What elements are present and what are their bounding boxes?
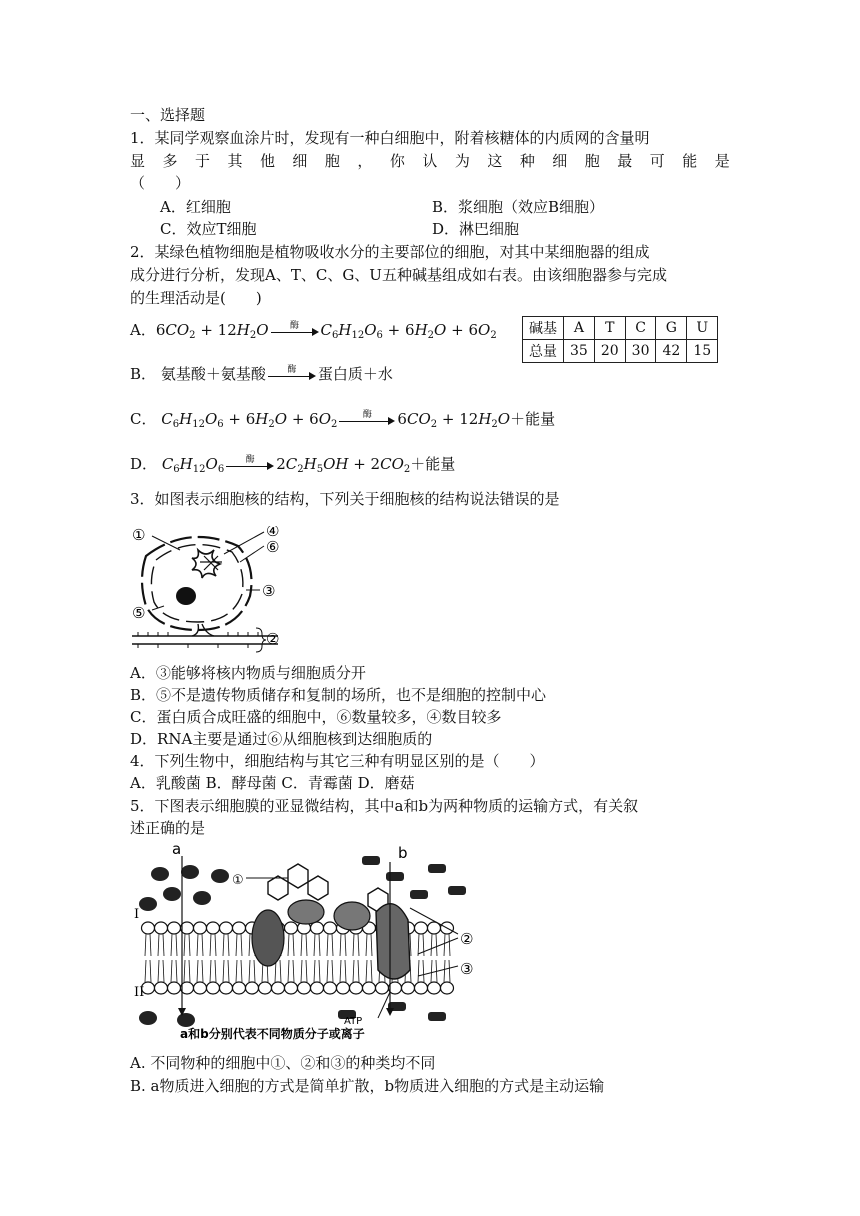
q1-stem-line2 [130, 150, 740, 172]
q2-option-c: C． $C_6H_{12}O_6 + 6H_2O + 6O_2$ 酶 $6CO_2 + 12H_2O+$能量 [130, 407, 555, 437]
q1-justified-char: 可 [649, 152, 665, 170]
lipid-tail [332, 934, 333, 956]
q2-stem-line2: 成分进行分析，发现A、T、C、G、U五种碱基组成如右表。由该细胞器参与完成 [130, 266, 667, 284]
lipid-tail [210, 934, 211, 956]
lipid-tail [288, 960, 289, 982]
q1-option-b: B．浆细胞（效应B细胞） [432, 198, 605, 216]
q3-option-b: B．⑤不是遗传物质储存和复制的场所，也不是细胞的控制中心 [130, 686, 547, 704]
lipid-tail [197, 934, 198, 956]
lipid-tail [449, 934, 450, 956]
q5-stem-line2: 述正确的是 [130, 819, 206, 837]
q3-option-d: D．RNA主要是通过⑥从细胞核到达细胞质的 [130, 730, 433, 748]
phospholipid-head [259, 982, 272, 994]
table-cell: 15 [687, 340, 718, 363]
phospholipid-head [324, 922, 337, 934]
lipid-tail [228, 960, 229, 982]
phospholipid-head [272, 982, 285, 994]
lipid-tail [444, 934, 445, 956]
q5-option-a: A. 不同物种的细胞中①、②和③的种类均不同 [130, 1054, 436, 1072]
lipid-tail [418, 960, 419, 982]
lipid-tail [210, 960, 211, 982]
lipid-tail [353, 960, 354, 982]
lipid-tail [150, 960, 151, 982]
q3-stem: 3．如图表示细胞核的结构，下列关于细胞核的结构说法错误的是 [130, 490, 560, 508]
lipid-tail [223, 960, 224, 982]
figure-label-side2: II [134, 985, 145, 1000]
figure-label-side1: I [134, 907, 140, 922]
q4-stem: 4．下列生物中，细胞结构与其它三种有明显区别的是（ ） [130, 752, 545, 770]
lipid-tail [171, 960, 172, 982]
q4-options: A．乳酸菌 B．酵母菌 C．青霉菌 D．磨菇 [130, 774, 415, 792]
lipid-tail [163, 934, 164, 956]
figure-label-two: ② [460, 930, 474, 948]
table-cell: A [564, 317, 595, 340]
reaction-arrow [271, 321, 319, 338]
lipid-tail [340, 934, 341, 956]
q1-justified-char: 你 [389, 152, 405, 170]
lipid-tail [241, 934, 242, 956]
phospholipid-head [285, 922, 298, 934]
base-table-row-values [523, 340, 718, 363]
q1-justified-char: 认 [422, 152, 438, 170]
lipid-tail [410, 934, 411, 956]
lipid-tail [319, 934, 320, 956]
lipid-tail [418, 934, 419, 956]
q1-justified-char: 多 [162, 152, 178, 170]
q1-justified-char: 能 [682, 152, 698, 170]
lipid-tail [431, 934, 432, 956]
figure-label-three: ③ [460, 960, 474, 978]
phospholipid-head [311, 982, 324, 994]
lipid-tail [345, 934, 346, 956]
table-cell: 30 [625, 340, 656, 363]
table-cell: 总量 [523, 340, 564, 363]
q3-option-a: A．③能够将核内物质与细胞质分开 [130, 664, 366, 682]
reaction-arrow [226, 455, 274, 472]
lipid-tail [332, 960, 333, 982]
lipid-tail [176, 960, 177, 982]
lipid-tail [184, 960, 185, 982]
lipid-tail [171, 934, 172, 956]
lipid-tail [215, 934, 216, 956]
phospholipid-head [194, 922, 207, 934]
lipid-tail [314, 934, 315, 956]
phospholipid-head [324, 982, 337, 994]
lipid-tail [436, 934, 437, 956]
q1-justified-char: 细 [552, 152, 568, 170]
lipid-tail [358, 960, 359, 982]
lipid-tail [197, 960, 198, 982]
lipid-tail [314, 960, 315, 982]
lipid-tail [319, 960, 320, 982]
lipid-tail [163, 960, 164, 982]
phospholipid-head [298, 982, 311, 994]
q1-justified-char: 胞 [584, 152, 600, 170]
phospholipid-head [220, 982, 233, 994]
lipid-tail [184, 934, 185, 956]
figure-label-3: ③ [262, 582, 276, 600]
table-cell: 碱基 [523, 317, 564, 340]
lipid-tail [254, 960, 255, 982]
lipid-tail [288, 934, 289, 956]
phospholipid-head [415, 922, 428, 934]
enzyme-label: 酶 [287, 365, 297, 375]
phospholipid-head [415, 982, 428, 994]
phospholipid-head [155, 922, 168, 934]
phospholipid-head [207, 982, 220, 994]
phospholipid-head [376, 982, 389, 994]
q3-option-c: C．蛋白质合成旺盛的细胞中，⑥数量较多，④数目较多 [130, 708, 502, 726]
table-cell: 35 [564, 340, 595, 363]
phospholipid-head [363, 982, 376, 994]
q1-justified-words [130, 150, 730, 172]
lipid-tail [280, 960, 281, 982]
lipid-tail [228, 934, 229, 956]
lipid-tail [145, 934, 146, 956]
lipid-tail [366, 934, 367, 956]
q1-justified-char: 为 [454, 152, 470, 170]
lipid-tail [202, 960, 203, 982]
option-prefix: A． [130, 321, 156, 339]
enzyme-label: 酶 [290, 321, 300, 331]
q2-stem-line3: 的生理活动是( ) [130, 289, 262, 307]
lipid-tail [423, 960, 424, 982]
phospholipid-head [441, 982, 454, 994]
option-d-suffix: ＋能量 [410, 455, 456, 473]
phospholipid-head [155, 982, 168, 994]
lipid-tail [444, 960, 445, 982]
phospholipid-head [168, 922, 181, 934]
q5-stem-line1: 5．下图表示细胞膜的亚显微结构，其中a和b为两种物质的运输方式，有关叙 [130, 797, 639, 815]
membrane-diagram [128, 842, 488, 1042]
lipid-tail [431, 960, 432, 982]
lipid-tail [327, 934, 328, 956]
q1-justified-char: ， [357, 152, 373, 170]
figure-caption: a和b分别代表不同物质分子或离子 [180, 1027, 365, 1041]
q1-option-a: A．红细胞 [160, 198, 231, 216]
q1-stem-line1: 1．某同学观察血涂片时，发现有一种白细胞中，附着核糖体的内质网的含量明 [130, 129, 650, 147]
base-table [522, 316, 718, 363]
q5-option-b: B. a物质进入细胞的方式是简单扩散，b物质进入细胞的方式是主动运输 [130, 1077, 605, 1095]
lipid-tail [236, 960, 237, 982]
q1-justified-char: 于 [194, 152, 210, 170]
phospholipid-head [337, 982, 350, 994]
lipid-tail [236, 934, 237, 956]
reaction-arrow [268, 365, 316, 382]
lipid-tail [145, 960, 146, 982]
q1-justified-char: 显 [130, 152, 146, 170]
lipid-tail [176, 934, 177, 956]
lipid-tail [301, 960, 302, 982]
enzyme-label: 酶 [245, 455, 255, 465]
figure-label-one: ① [232, 873, 244, 888]
table-cell: T [594, 317, 625, 340]
phospholipid-head [402, 982, 415, 994]
option-prefix: D． [130, 455, 158, 473]
lipid-tail [249, 934, 250, 956]
q1-justified-char: 他 [259, 152, 275, 170]
lipid-tail [158, 960, 159, 982]
q1-justified-char: 这 [487, 152, 503, 170]
lipid-tail [353, 934, 354, 956]
phospholipid-head [246, 982, 259, 994]
phospholipid-head [168, 982, 181, 994]
phospholipid-head [428, 982, 441, 994]
figure-label-atp: ATP [344, 1016, 363, 1027]
lipid-tail [371, 960, 372, 982]
section-title: 一、选择题 [130, 106, 206, 124]
lipid-tail [150, 934, 151, 956]
q1-justified-char: 胞 [324, 152, 340, 170]
q2-option-a: A．$6CO_2 + 12H_2O$ 酶 $C_6H_{12}O_6 + 6H_2O + 6O_2$ [130, 318, 497, 348]
figure-label-1: ① [132, 526, 146, 544]
lipid-tail [327, 960, 328, 982]
table-cell: C [625, 317, 656, 340]
option-c-suffix: ＋能量 [510, 410, 556, 428]
lipid-tail [345, 960, 346, 982]
q1-justified-char: 其 [227, 152, 243, 170]
lipid-tail [366, 960, 367, 982]
enzyme-label: 酶 [362, 410, 372, 420]
lipid-tail [202, 934, 203, 956]
lipid-tail [358, 934, 359, 956]
figure-label-5: ⑤ [132, 604, 146, 622]
phospholipid-head [194, 982, 207, 994]
nucleus-diagram [128, 526, 284, 654]
q1-option-d: D．淋巴细胞 [432, 220, 520, 238]
phospholipid-head [350, 982, 363, 994]
q1-stem-line3: （ ） [130, 174, 191, 192]
lipid-tail [306, 934, 307, 956]
table-cell: 42 [656, 340, 687, 363]
phospholipid-head [233, 922, 246, 934]
q1-justified-char: 是 [714, 152, 730, 170]
q2-stem-line1: 2．某绿色植物细胞是植物吸收水分的主要部位的细胞，对其中某细胞器的组成 [130, 243, 650, 261]
lipid-tail [293, 960, 294, 982]
figure-label-2: ② [266, 630, 280, 648]
table-cell: G [656, 317, 687, 340]
lipid-tail [301, 934, 302, 956]
lipid-tail [293, 934, 294, 956]
figure-label-a: a [172, 842, 182, 858]
figure-label-4: ④ [266, 526, 280, 540]
lipid-tail [223, 934, 224, 956]
lipid-tail [423, 934, 424, 956]
lipid-tail [371, 934, 372, 956]
table-cell: 20 [594, 340, 625, 363]
phospholipid-head [233, 982, 246, 994]
lipid-tail [189, 960, 190, 982]
table-cell: U [687, 317, 718, 340]
figure-label-6: ⑥ [266, 538, 280, 556]
q2-option-b [130, 362, 393, 386]
option-b-left: 氨基酸＋氨基酸 [160, 365, 266, 383]
reaction-arrow [339, 410, 395, 427]
option-prefix: C． [130, 410, 157, 428]
q2-option-d: D． $C_6H_{12}O_6$ 酶 $2C_2H_5OH + 2CO_2+$能量 [130, 452, 455, 482]
phospholipid-head [285, 982, 298, 994]
option-b-right: 蛋白质＋水 [317, 365, 393, 383]
lipid-tail [306, 960, 307, 982]
q1-option-c: C．效应T细胞 [160, 220, 257, 238]
phospholipid-head [207, 922, 220, 934]
lipid-tail [158, 934, 159, 956]
lipid-tail [241, 960, 242, 982]
lipid-tail [449, 960, 450, 982]
q1-justified-char: 细 [292, 152, 308, 170]
q1-justified-char: 最 [617, 152, 633, 170]
lipid-tail [249, 960, 250, 982]
q1-justified-char: 种 [519, 152, 535, 170]
phospholipid-head [142, 922, 155, 934]
lipid-tail [340, 960, 341, 982]
lipid-tail [189, 934, 190, 956]
lipid-tail [215, 960, 216, 982]
phospholipid-head [220, 922, 233, 934]
figure-label-b: b [398, 844, 408, 862]
option-prefix: B． [130, 365, 157, 383]
base-table-row-header [523, 317, 718, 340]
